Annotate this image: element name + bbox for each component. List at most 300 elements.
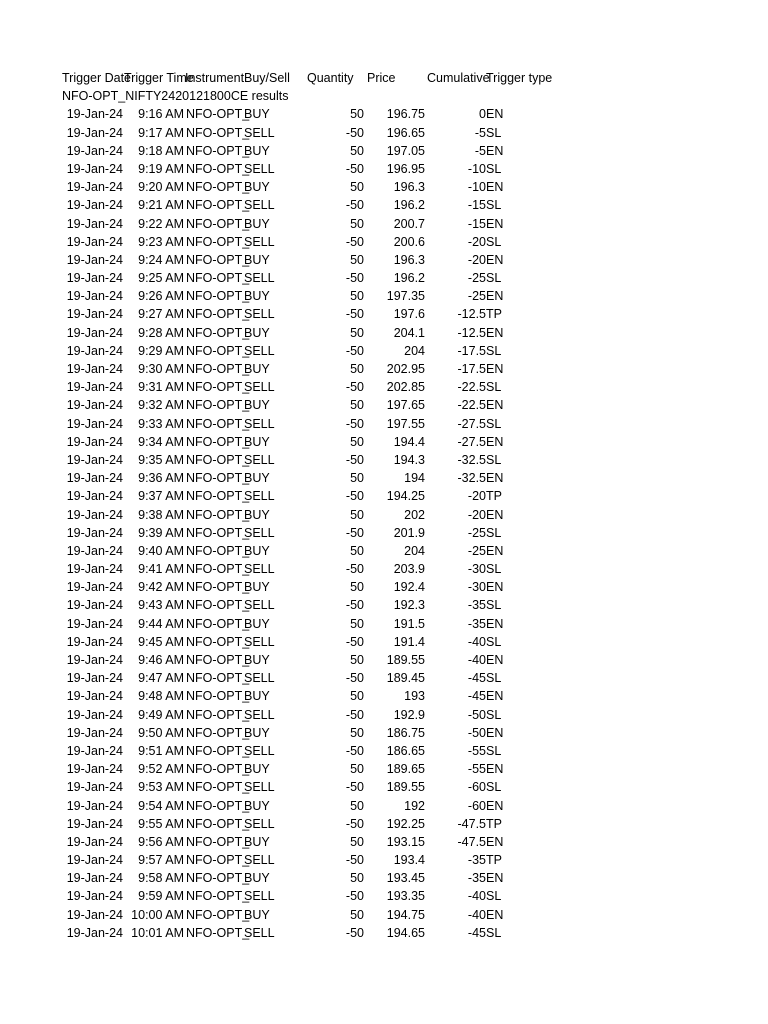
cell-price[interactable]: 197.55 [386,416,425,431]
cell-trigger-type[interactable]: SL [486,707,502,722]
cell-instrument[interactable]: NFO-OPT_ [186,616,250,631]
cell-price[interactable]: 193.35 [386,889,425,904]
cell-quantity[interactable]: -50 [345,853,364,868]
cell-trigger-date[interactable]: 19-Jan-24 [66,289,123,304]
cell-trigger-type[interactable]: SL [486,125,502,140]
cell-trigger-type[interactable]: EN [486,834,504,849]
cell-trigger-type[interactable]: SL [486,634,502,649]
cell-cumulative[interactable]: -40 [467,634,486,649]
cell-buy-sell[interactable]: BUY [244,252,270,267]
cell-cumulative[interactable]: -20 [467,234,486,249]
cell-trigger-time[interactable]: 9:55 AM [138,816,184,831]
cell-buy-sell[interactable]: SELL [244,598,275,613]
cell-trigger-type[interactable]: EN [486,216,504,231]
cell-trigger-type[interactable]: SL [486,889,502,904]
cell-price[interactable]: 204.1 [393,325,425,340]
cell-buy-sell[interactable]: SELL [244,889,275,904]
cell-cumulative[interactable]: -25 [467,543,486,558]
cell-trigger-type[interactable]: EN [486,398,504,413]
cell-buy-sell[interactable]: SELL [244,671,275,686]
header-instrument[interactable]: Instrument [185,71,245,85]
cell-price[interactable]: 201.9 [393,525,425,540]
cell-buy-sell[interactable]: SELL [244,562,275,577]
cell-trigger-date[interactable]: 19-Jan-24 [66,525,123,540]
cell-instrument[interactable]: NFO-OPT_ [186,634,250,649]
cell-trigger-date[interactable]: 19-Jan-24 [66,907,123,922]
cell-trigger-time[interactable]: 9:19 AM [138,161,184,176]
cell-price[interactable]: 196.95 [386,161,425,176]
cell-buy-sell[interactable]: SELL [244,489,275,504]
cell-quantity[interactable]: -50 [345,452,364,467]
cell-trigger-date[interactable]: 19-Jan-24 [66,380,123,395]
cell-buy-sell[interactable]: BUY [244,143,270,158]
cell-cumulative[interactable]: -10 [467,161,486,176]
cell-trigger-date[interactable]: 19-Jan-24 [66,271,123,286]
cell-trigger-time[interactable]: 9:54 AM [138,798,184,813]
cell-trigger-type[interactable]: TP [486,816,502,831]
cell-price[interactable]: 189.55 [386,780,425,795]
cell-instrument[interactable]: NFO-OPT_ [186,107,250,122]
cell-cumulative[interactable]: -5 [474,143,486,158]
cell-trigger-type[interactable]: SL [486,271,502,286]
cell-cumulative[interactable]: -25 [467,289,486,304]
cell-price[interactable]: 200.6 [393,234,425,249]
cell-trigger-date[interactable]: 19-Jan-24 [66,925,123,940]
cell-trigger-time[interactable]: 9:43 AM [138,598,184,613]
cell-price[interactable]: 194.25 [386,489,425,504]
cell-trigger-type[interactable]: SL [486,671,502,686]
cell-buy-sell[interactable]: SELL [244,198,275,213]
cell-quantity[interactable]: -50 [345,525,364,540]
cell-instrument[interactable]: NFO-OPT_ [186,216,250,231]
cell-cumulative[interactable]: -55 [467,762,486,777]
cell-cumulative[interactable]: -17.5 [457,343,486,358]
cell-trigger-time[interactable]: 9:58 AM [138,871,184,886]
cell-price[interactable]: 191.4 [393,634,425,649]
cell-buy-sell[interactable]: SELL [244,416,275,431]
cell-trigger-time[interactable]: 9:40 AM [138,543,184,558]
cell-price[interactable]: 202.95 [386,362,425,376]
cell-quantity[interactable]: -50 [345,416,364,431]
cell-price[interactable]: 197.05 [386,143,425,158]
cell-price[interactable]: 193.45 [386,871,425,886]
cell-quantity[interactable]: 50 [350,507,364,522]
cell-price[interactable]: 186.65 [386,743,425,758]
cell-buy-sell[interactable]: BUY [244,798,270,813]
cell-quantity[interactable]: -50 [345,634,364,649]
cell-price[interactable]: 192.4 [393,580,425,595]
cell-buy-sell[interactable]: BUY [244,725,270,740]
cell-trigger-type[interactable]: EN [486,143,504,158]
cell-cumulative[interactable]: -35 [467,871,486,886]
cell-cumulative[interactable]: -47.5 [457,834,486,849]
cell-cumulative[interactable]: -25 [467,525,486,540]
cell-quantity[interactable]: 50 [350,543,364,558]
cell-trigger-date[interactable]: 19-Jan-24 [66,689,123,704]
cell-instrument[interactable]: NFO-OPT_ [186,398,250,413]
cell-buy-sell[interactable]: BUY [244,398,270,413]
cell-cumulative[interactable]: -10 [467,180,486,195]
cell-trigger-date[interactable]: 19-Jan-24 [66,816,123,831]
cell-buy-sell[interactable]: BUY [244,180,270,195]
cell-trigger-date[interactable]: 19-Jan-24 [66,762,123,777]
cell-price[interactable]: 196.3 [393,252,425,267]
cell-instrument[interactable]: NFO-OPT_ [186,598,250,613]
cell-trigger-time[interactable]: 9:52 AM [138,762,184,777]
cell-trigger-time[interactable]: 9:26 AM [138,289,184,304]
cell-cumulative[interactable]: -35 [467,853,486,868]
cell-trigger-type[interactable]: EN [486,762,504,777]
cell-trigger-time[interactable]: 9:48 AM [138,689,184,704]
cell-buy-sell[interactable]: BUY [244,289,270,304]
cell-trigger-type[interactable]: EN [486,580,504,595]
cell-trigger-type[interactable]: EN [486,616,504,631]
cell-buy-sell[interactable]: BUY [244,362,270,376]
cell-trigger-date[interactable]: 19-Jan-24 [66,543,123,558]
cell-cumulative[interactable]: -5 [474,125,486,140]
cell-trigger-date[interactable]: 19-Jan-24 [66,398,123,413]
cell-price[interactable]: 194.3 [393,452,425,467]
cell-instrument[interactable]: NFO-OPT_ [186,271,250,286]
cell-instrument[interactable]: NFO-OPT_ [186,889,250,904]
cell-trigger-date[interactable]: 19-Jan-24 [66,452,123,467]
cell-buy-sell[interactable]: SELL [244,307,275,322]
cell-quantity[interactable]: 50 [350,762,364,777]
cell-cumulative[interactable]: -60 [467,798,486,813]
cell-trigger-type[interactable]: TP [486,489,502,504]
cell-instrument[interactable]: NFO-OPT_ [186,507,250,522]
cell-trigger-time[interactable]: 9:33 AM [138,416,184,431]
cell-price[interactable]: 193 [404,689,425,704]
cell-quantity[interactable]: -50 [345,598,364,613]
cell-trigger-time[interactable]: 9:59 AM [138,889,184,904]
cell-price[interactable]: 192.25 [386,816,425,831]
cell-trigger-type[interactable]: EN [486,725,504,740]
cell-trigger-date[interactable]: 19-Jan-24 [66,634,123,649]
cell-trigger-date[interactable]: 19-Jan-24 [66,616,123,631]
cell-buy-sell[interactable]: SELL [244,743,275,758]
cell-cumulative[interactable]: -17.5 [457,362,486,376]
cell-trigger-time[interactable]: 9:42 AM [138,580,184,595]
cell-trigger-type[interactable]: SL [486,743,502,758]
cell-trigger-type[interactable]: EN [486,907,504,922]
cell-trigger-time[interactable]: 9:37 AM [138,489,184,504]
cell-quantity[interactable]: 50 [350,216,364,231]
cell-instrument[interactable]: NFO-OPT_ [186,289,250,304]
cell-instrument[interactable]: NFO-OPT_ [186,580,250,595]
cell-quantity[interactable]: 50 [350,907,364,922]
cell-price[interactable]: 186.75 [386,725,425,740]
cell-cumulative[interactable]: -20 [467,489,486,504]
cell-buy-sell[interactable]: BUY [244,580,270,595]
cell-price[interactable]: 196.3 [393,180,425,195]
cell-quantity[interactable]: 50 [350,580,364,595]
cell-price[interactable]: 197.65 [386,398,425,413]
cell-buy-sell[interactable]: SELL [244,343,275,358]
cell-buy-sell[interactable]: BUY [244,834,270,849]
cell-trigger-time[interactable]: 9:21 AM [138,198,184,213]
cell-trigger-type[interactable]: EN [486,289,504,304]
cell-trigger-date[interactable]: 19-Jan-24 [66,780,123,795]
cell-cumulative[interactable]: -22.5 [457,398,486,413]
cell-instrument[interactable]: NFO-OPT_ [186,743,250,758]
cell-quantity[interactable]: 50 [350,871,364,886]
cell-price[interactable]: 197.35 [386,289,425,304]
cell-trigger-date[interactable]: 19-Jan-24 [66,198,123,213]
cell-quantity[interactable]: -50 [345,743,364,758]
cell-price[interactable]: 202.85 [386,380,425,395]
cell-trigger-date[interactable]: 19-Jan-24 [66,107,123,122]
cell-trigger-time[interactable]: 9:31 AM [138,380,184,395]
cell-price[interactable]: 196.75 [386,107,425,122]
cell-trigger-date[interactable]: 19-Jan-24 [66,234,123,249]
cell-quantity[interactable]: -50 [345,889,364,904]
cell-buy-sell[interactable]: SELL [244,853,275,868]
cell-buy-sell[interactable]: SELL [244,271,275,286]
cell-buy-sell[interactable]: SELL [244,234,275,249]
cell-instrument[interactable]: NFO-OPT_ [186,471,250,486]
cell-trigger-time[interactable]: 9:16 AM [138,107,184,122]
cell-trigger-date[interactable]: 19-Jan-24 [66,871,123,886]
cell-trigger-time[interactable]: 9:53 AM [138,780,184,795]
header-cumulative[interactable]: Cumulative [427,71,490,85]
cell-trigger-time[interactable]: 9:32 AM [138,398,184,413]
cell-trigger-type[interactable]: EN [486,507,504,522]
cell-cumulative[interactable]: -35 [467,616,486,631]
cell-buy-sell[interactable]: SELL [244,525,275,540]
cell-trigger-type[interactable]: EN [486,252,504,267]
cell-buy-sell[interactable]: SELL [244,452,275,467]
cell-quantity[interactable]: 50 [350,325,364,340]
cell-trigger-date[interactable]: 19-Jan-24 [66,161,123,176]
cell-cumulative[interactable]: -12.5 [457,307,486,322]
cell-trigger-time[interactable]: 9:28 AM [138,325,184,340]
cell-trigger-date[interactable]: 19-Jan-24 [66,362,123,376]
cell-quantity[interactable]: 50 [350,834,364,849]
cell-trigger-date[interactable]: 19-Jan-24 [66,416,123,431]
cell-trigger-date[interactable]: 19-Jan-24 [66,125,123,140]
cell-trigger-time[interactable]: 9:36 AM [138,471,184,486]
cell-cumulative[interactable]: -45 [467,671,486,686]
cell-trigger-time[interactable]: 9:47 AM [138,671,184,686]
cell-quantity[interactable]: -50 [345,343,364,358]
cell-cumulative[interactable]: -25 [467,271,486,286]
cell-price[interactable]: 191.5 [393,616,425,631]
cell-trigger-time[interactable]: 9:41 AM [138,562,184,577]
cell-quantity[interactable]: 50 [350,362,364,376]
cell-trigger-date[interactable]: 19-Jan-24 [66,471,123,486]
cell-trigger-time[interactable]: 9:27 AM [138,307,184,322]
cell-cumulative[interactable]: -55 [467,743,486,758]
header-quantity[interactable]: Quantity [307,71,354,85]
cell-buy-sell[interactable]: BUY [244,616,270,631]
header-buy-sell[interactable]: Buy/Sell [244,71,290,85]
cell-trigger-time[interactable]: 9:46 AM [138,653,184,667]
cell-trigger-date[interactable]: 19-Jan-24 [66,798,123,813]
cell-trigger-date[interactable]: 19-Jan-24 [66,653,123,667]
cell-cumulative[interactable]: -35 [467,598,486,613]
cell-buy-sell[interactable]: SELL [244,380,275,395]
cell-buy-sell[interactable]: SELL [244,125,275,140]
cell-cumulative[interactable]: -50 [467,707,486,722]
cell-price[interactable]: 204 [404,343,425,358]
cell-cumulative[interactable]: -30 [467,580,486,595]
cell-cumulative[interactable]: -45 [467,925,486,940]
cell-quantity[interactable]: 50 [350,398,364,413]
cell-cumulative[interactable]: -30 [467,562,486,577]
cell-trigger-date[interactable]: 19-Jan-24 [66,707,123,722]
cell-trigger-time[interactable]: 9:44 AM [138,616,184,631]
cell-trigger-date[interactable]: 19-Jan-24 [66,725,123,740]
cell-trigger-date[interactable]: 19-Jan-24 [66,343,123,358]
cell-cumulative[interactable]: -15 [467,216,486,231]
cell-instrument[interactable]: NFO-OPT_ [186,416,250,431]
cell-trigger-time[interactable]: 9:49 AM [138,707,184,722]
cell-trigger-type[interactable]: SL [486,452,502,467]
cell-quantity[interactable]: -50 [345,562,364,577]
cell-trigger-type[interactable]: EN [486,362,504,376]
header-trigger-time[interactable]: Trigger Time [124,71,194,85]
cell-trigger-date[interactable]: 19-Jan-24 [66,180,123,195]
cell-trigger-type[interactable]: EN [486,434,504,449]
cell-quantity[interactable]: -50 [345,125,364,140]
cell-quantity[interactable]: -50 [345,198,364,213]
cell-buy-sell[interactable]: BUY [244,907,270,922]
cell-trigger-type[interactable]: EN [486,871,504,886]
cell-trigger-type[interactable]: SL [486,925,502,940]
cell-trigger-date[interactable]: 19-Jan-24 [66,889,123,904]
cell-cumulative[interactable]: 0 [479,107,486,122]
cell-trigger-type[interactable]: SL [486,598,502,613]
cell-instrument[interactable]: NFO-OPT_ [186,853,250,868]
cell-instrument[interactable]: NFO-OPT_ [186,562,250,577]
cell-cumulative[interactable]: -27.5 [457,434,486,449]
cell-trigger-type[interactable]: EN [486,471,504,486]
cell-buy-sell[interactable]: BUY [244,216,270,231]
cell-cumulative[interactable]: -50 [467,725,486,740]
cell-price[interactable]: 192 [404,798,425,813]
cell-buy-sell[interactable]: BUY [244,471,270,486]
cell-trigger-time[interactable]: 9:29 AM [138,343,184,358]
cell-trigger-date[interactable]: 19-Jan-24 [66,834,123,849]
cell-price[interactable]: 194 [404,471,425,486]
cell-trigger-type[interactable]: SL [486,416,502,431]
cell-instrument[interactable]: NFO-OPT_ [186,325,250,340]
cell-cumulative[interactable]: -40 [467,653,486,667]
cell-buy-sell[interactable]: SELL [244,707,275,722]
cell-price[interactable]: 194.65 [386,925,425,940]
cell-price[interactable]: 193.4 [393,853,425,868]
header-trigger-type[interactable]: Trigger type [486,71,553,85]
cell-quantity[interactable]: 50 [350,798,364,813]
cell-quantity[interactable]: -50 [345,489,364,504]
cell-instrument[interactable]: NFO-OPT_ [186,252,250,267]
cell-trigger-type[interactable]: EN [486,107,504,122]
cell-buy-sell[interactable]: BUY [244,507,270,522]
cell-trigger-date[interactable]: 19-Jan-24 [66,598,123,613]
cell-instrument[interactable]: NFO-OPT_ [186,907,250,922]
cell-quantity[interactable]: 50 [350,653,364,667]
cell-quantity[interactable]: -50 [345,380,364,395]
cell-instrument[interactable]: NFO-OPT_ [186,925,250,940]
cell-trigger-time[interactable]: 10:01 AM [131,925,184,940]
cell-price[interactable]: 189.45 [386,671,425,686]
cell-trigger-date[interactable]: 19-Jan-24 [66,562,123,577]
cell-price[interactable]: 197.6 [393,307,425,322]
cell-quantity[interactable]: -50 [345,271,364,286]
cell-trigger-date[interactable]: 19-Jan-24 [66,743,123,758]
cell-trigger-time[interactable]: 9:24 AM [138,252,184,267]
cell-buy-sell[interactable]: BUY [244,434,270,449]
cell-buy-sell[interactable]: BUY [244,107,270,122]
cell-price[interactable]: 194.75 [386,907,425,922]
cell-quantity[interactable]: -50 [345,816,364,831]
cell-trigger-date[interactable]: 19-Jan-24 [66,325,123,340]
cell-quantity[interactable]: 50 [350,289,364,304]
cell-instrument[interactable]: NFO-OPT_ [186,362,250,376]
cell-trigger-date[interactable]: 19-Jan-24 [66,216,123,231]
cell-trigger-time[interactable]: 9:39 AM [138,525,184,540]
cell-quantity[interactable]: 50 [350,143,364,158]
cell-instrument[interactable]: NFO-OPT_ [186,762,250,777]
cell-instrument[interactable]: NFO-OPT_ [186,343,250,358]
cell-trigger-time[interactable]: 9:38 AM [138,507,184,522]
section-title[interactable]: NFO-OPT_NIFTY2420121800CE results [62,89,289,104]
cell-instrument[interactable]: NFO-OPT_ [186,780,250,795]
cell-trigger-time[interactable]: 9:34 AM [138,434,184,449]
cell-buy-sell[interactable]: BUY [244,325,270,340]
cell-trigger-type[interactable]: EN [486,180,504,195]
cell-trigger-date[interactable]: 19-Jan-24 [66,307,123,322]
cell-quantity[interactable]: 50 [350,434,364,449]
cell-trigger-type[interactable]: SL [486,234,502,249]
cell-instrument[interactable]: NFO-OPT_ [186,434,250,449]
cell-instrument[interactable]: NFO-OPT_ [186,452,250,467]
cell-trigger-date[interactable]: 19-Jan-24 [66,507,123,522]
cell-instrument[interactable]: NFO-OPT_ [186,653,250,667]
cell-quantity[interactable]: 50 [350,107,364,122]
cell-trigger-type[interactable]: TP [486,853,502,868]
cell-buy-sell[interactable]: SELL [244,161,275,176]
cell-cumulative[interactable]: -40 [467,889,486,904]
header-trigger-date[interactable]: Trigger Date [62,71,132,85]
cell-price[interactable]: 192.3 [393,598,425,613]
cell-price[interactable]: 196.2 [393,271,425,286]
cell-cumulative[interactable]: -20 [467,507,486,522]
cell-cumulative[interactable]: -20 [467,252,486,267]
cell-buy-sell[interactable]: BUY [244,653,270,667]
cell-instrument[interactable]: NFO-OPT_ [186,707,250,722]
cell-instrument[interactable]: NFO-OPT_ [186,234,250,249]
cell-instrument[interactable]: NFO-OPT_ [186,871,250,886]
cell-quantity[interactable]: -50 [345,307,364,322]
header-price[interactable]: Price [367,71,396,85]
cell-trigger-date[interactable]: 19-Jan-24 [66,853,123,868]
cell-cumulative[interactable]: -27.5 [457,416,486,431]
cell-price[interactable]: 192.9 [393,707,425,722]
cell-instrument[interactable]: NFO-OPT_ [186,198,250,213]
cell-quantity[interactable]: -50 [345,161,364,176]
cell-trigger-time[interactable]: 9:17 AM [138,125,184,140]
cell-instrument[interactable]: NFO-OPT_ [186,143,250,158]
cell-cumulative[interactable]: -32.5 [457,452,486,467]
cell-trigger-type[interactable]: SL [486,780,502,795]
cell-buy-sell[interactable]: SELL [244,780,275,795]
cell-quantity[interactable]: 50 [350,616,364,631]
cell-price[interactable]: 196.65 [386,125,425,140]
cell-buy-sell[interactable]: SELL [244,816,275,831]
cell-trigger-time[interactable]: 9:45 AM [138,634,184,649]
